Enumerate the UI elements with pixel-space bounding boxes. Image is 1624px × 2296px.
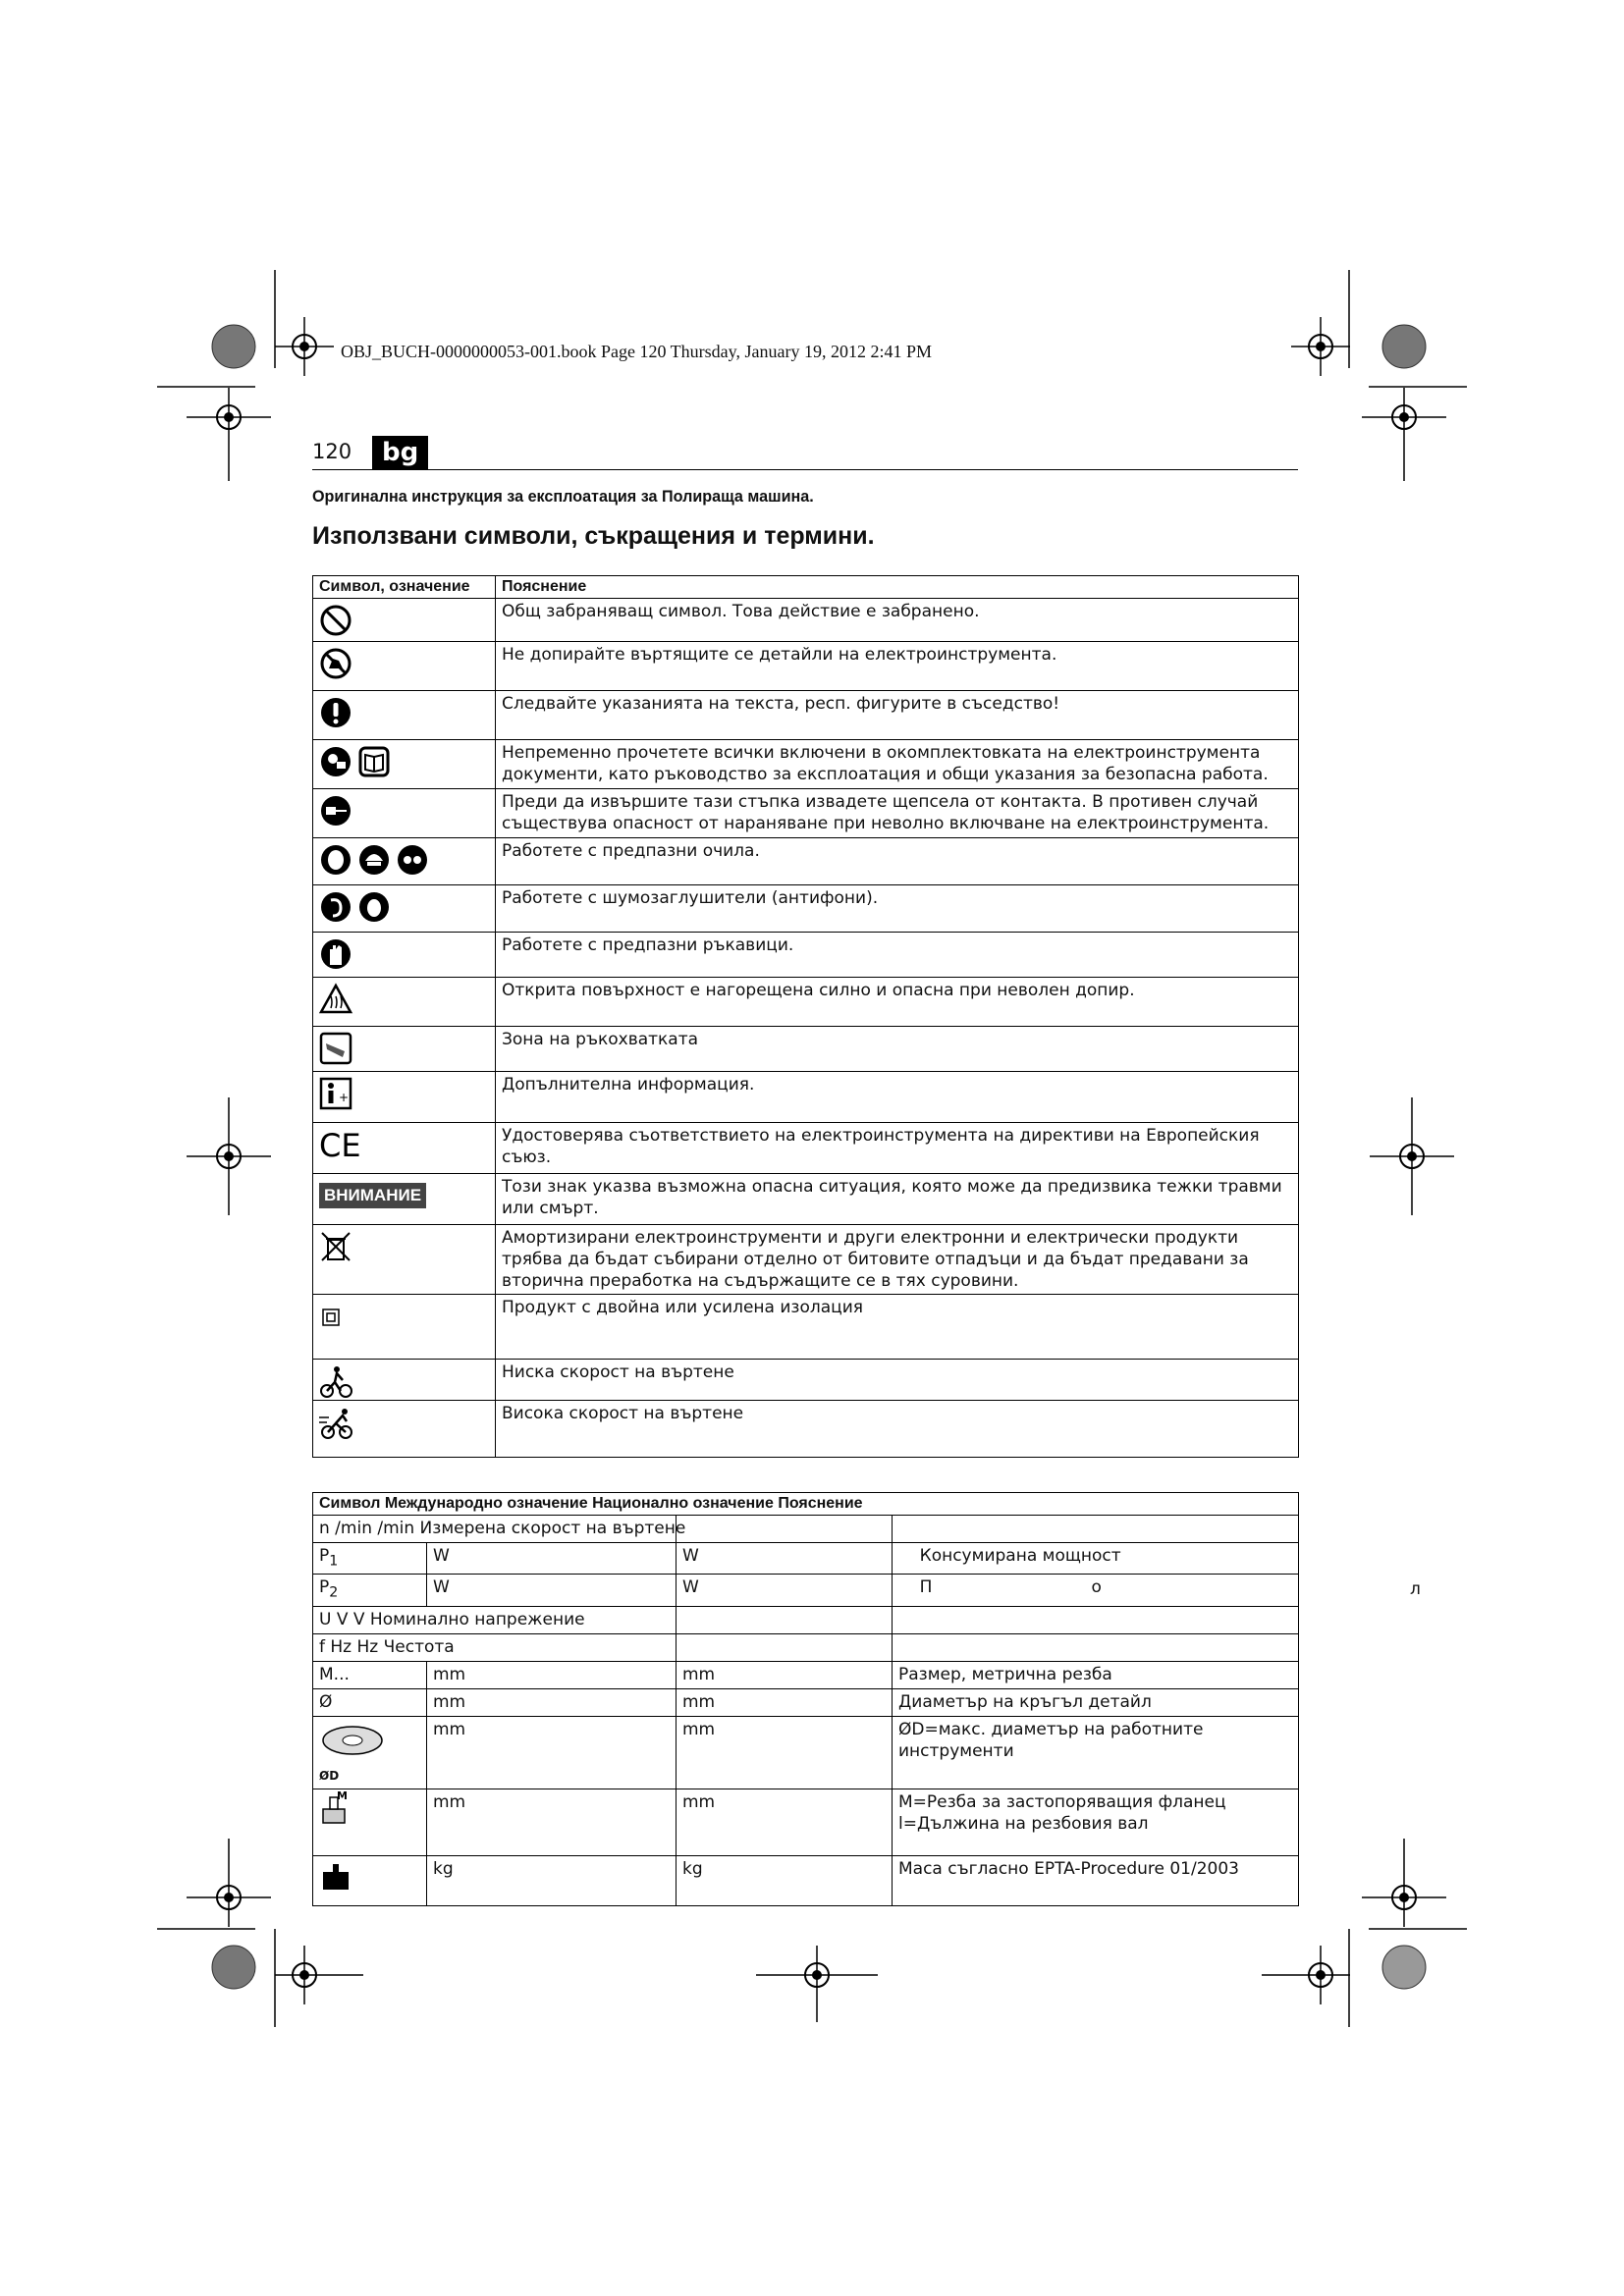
units-table: [312, 1492, 1299, 1906]
spindle-thread-icon: [319, 1791, 358, 1831]
grip-area-icon: [319, 1032, 352, 1065]
svg-text:+: +: [339, 1091, 350, 1104]
prohibition-icon: [319, 604, 352, 637]
national-cell: [677, 1606, 893, 1633]
exclamation-icon: [319, 696, 352, 729]
national-cell: W: [677, 1543, 893, 1575]
weight-icon: [319, 1858, 358, 1897]
manual-book-icon: [357, 745, 391, 778]
table-row: [313, 1716, 1299, 1789]
explanation-cell: П о: [893, 1575, 1299, 1606]
ear-muffs-icon: [357, 890, 391, 924]
table-row: [313, 1174, 1299, 1225]
symbol-cell: [313, 1360, 496, 1401]
disc-diameter-label: ØD: [319, 1768, 340, 1783]
symbol-text: P: [319, 1577, 330, 1598]
symbol-cell: [313, 933, 496, 978]
symbols-table: [312, 575, 1299, 1458]
svg-text:CE: CE: [319, 1127, 361, 1164]
explanation-cell: [893, 1516, 1299, 1543]
symbol-cell: [313, 789, 496, 838]
explanation-cell: Работете с предпазни ръкавици.: [496, 933, 1299, 978]
table-row: [313, 1633, 1299, 1661]
warning-badge: ВНИМАНИЕ: [319, 1183, 426, 1208]
explanation-cell: Общ забраняващ символ. Това действие е забранено.: [496, 599, 1299, 642]
symbol-text: Ø: [319, 1691, 333, 1712]
helmet-icon: [357, 843, 391, 877]
explanation-cell: Зона на ръкохватката: [496, 1027, 1299, 1072]
hot-surface-icon: [319, 983, 352, 1016]
international-cell: mm: [427, 1661, 677, 1688]
symbol-cell: n /min /min Измерена скорост на въртене: [313, 1516, 677, 1543]
explanation-cell: Маса съгласно EPTA-Procedure 01/2003: [893, 1855, 1299, 1905]
explanation-cell: Преди да извършите тази стъпка извадете щепсела от контакта. В противен случай съществува опасност от нараняване при неволно включване на електроинструмента.: [496, 789, 1299, 838]
col-header-explanation: Пояснение: [496, 576, 1299, 599]
symbol-text: P: [319, 1546, 330, 1566]
table-row: [313, 1225, 1299, 1295]
national-cell: mm: [677, 1688, 893, 1716]
table-row: [313, 1543, 1299, 1575]
symbol-cell: [313, 1072, 496, 1123]
double-insulation-icon: [319, 1300, 352, 1333]
explanation-cell: [893, 1633, 1299, 1661]
table-row: [313, 885, 1299, 933]
international-cell: W: [427, 1543, 677, 1575]
page-number: 120: [312, 440, 352, 463]
table-row: [313, 1072, 1299, 1123]
symbol-cell: [313, 1295, 496, 1360]
table-row: [313, 1688, 1299, 1716]
col-header-symbol: Символ, означение: [313, 576, 496, 599]
table-row: [313, 642, 1299, 691]
svg-text:M: M: [337, 1789, 348, 1802]
do-not-touch-rotating-parts-icon: [319, 647, 352, 680]
ce-mark-icon: [319, 1127, 361, 1164]
symbol-cell: [313, 691, 496, 740]
national-cell: mm: [677, 1716, 893, 1789]
explanation-cell: Амортизирани електроинструменти и други електронни и електрически продукти трябва да бъдат събирани отделно от битовите отпадъци и да бъдат предавани за вторична преработка на съдържащите се в тях суровини.: [496, 1225, 1299, 1295]
international-cell: W: [427, 1575, 677, 1606]
symbol-cell: [313, 885, 496, 933]
crossed-bin-icon: [319, 1230, 352, 1263]
symbol-cell: [313, 838, 496, 885]
explanation-cell: Открита повърхност е нагорещена силно и опасна при неволен допир.: [496, 978, 1299, 1027]
international-cell: kg: [427, 1855, 677, 1905]
national-cell: mm: [677, 1661, 893, 1688]
national-cell: [677, 1516, 893, 1543]
table-row: [313, 740, 1299, 789]
table-row: [313, 1606, 1299, 1633]
table-row: [313, 691, 1299, 740]
table-row: [313, 1123, 1299, 1174]
table-row: [313, 1401, 1299, 1458]
slow-cyclist-icon: [319, 1364, 352, 1398]
table-row: [313, 1661, 1299, 1688]
symbol-cell: [313, 1789, 427, 1855]
explanation-cell: Работете с предпазни очила.: [496, 838, 1299, 885]
units-table-header: Символ Международно означение Национално означение Пояснение: [313, 1493, 1299, 1516]
table-row: [313, 1295, 1299, 1360]
explanation-cell: Ниска скорост на въртене: [496, 1360, 1299, 1401]
national-cell: kg: [677, 1855, 893, 1905]
symbol-cell: [313, 599, 496, 642]
explanation-cell: Не допирайте въртящите се детайли на електроинструмента.: [496, 642, 1299, 691]
symbol-subscript: 1: [329, 1553, 339, 1570]
stray-letter: л: [1410, 1579, 1421, 1599]
international-cell: mm: [427, 1688, 677, 1716]
read-instructions-icon: [319, 745, 352, 778]
symbol-subscript: 2: [329, 1584, 339, 1601]
fast-cyclist-icon: [319, 1406, 352, 1439]
explanation-cell: Този знак указва възможна опасна ситуация, която може да предизвика тежки травми или смърт.: [496, 1174, 1299, 1225]
explanation-cell: Диаметър на кръгъл детайл: [893, 1688, 1299, 1716]
explanation-cell: Допълнителна информация.: [496, 1072, 1299, 1123]
symbol-cell: [313, 1716, 427, 1789]
symbol-cell: [313, 1855, 427, 1905]
symbol-cell: [313, 1575, 427, 1606]
explanation-cell: Следвайте указанията на текста, респ. фигурите в съседство!: [496, 691, 1299, 740]
header-rule: [312, 469, 1298, 470]
explanation-cell: Размер, метрична резба: [893, 1661, 1299, 1688]
symbol-cell: [313, 978, 496, 1027]
symbol-cell: [313, 1225, 496, 1295]
table-row: [313, 1855, 1299, 1905]
explanation-cell: M=Резба за застопоряващия фланец l=Дължина на резбовия вал: [893, 1789, 1299, 1855]
table-row: [313, 789, 1299, 838]
disc-diameter-icon: [319, 1719, 417, 1758]
international-cell: mm: [427, 1716, 677, 1789]
explanation-cell: ØD=макс. диаметър на работните инструменти: [893, 1716, 1299, 1789]
explanation-cell: Работете с шумозаглушители (антифони).: [496, 885, 1299, 933]
national-cell: W: [677, 1575, 893, 1606]
symbol-cell: [313, 740, 496, 789]
explanation-cell: Продукт с двойна или усилена изолация: [496, 1295, 1299, 1360]
unplug-icon: [319, 794, 352, 828]
symbol-cell: [313, 642, 496, 691]
national-cell: mm: [677, 1789, 893, 1855]
table-row: [313, 1516, 1299, 1543]
symbol-cell: [313, 1174, 496, 1225]
explanation-cell: Консумирана мощност: [893, 1543, 1299, 1575]
symbol-text: M...: [319, 1664, 350, 1684]
explanation-cell: Удостоверява съответствието на електроинструмента на директиви на Европейския съюз.: [496, 1123, 1299, 1174]
international-cell: mm: [427, 1789, 677, 1855]
table-row: [313, 1360, 1299, 1401]
document-subtitle: Оригинална инструкция за експлоатация за Полираща машина.: [312, 487, 814, 506]
symbol-cell: U V V Номинално напрежение: [313, 1606, 677, 1633]
table-row: [313, 933, 1299, 978]
face-shield-icon: [319, 843, 352, 877]
book-label: OBJ_BUCH-0000000053-001.book Page 120 Thursday, January 19, 2012 2:41 PM: [341, 342, 932, 361]
table-row: [313, 978, 1299, 1027]
national-cell: [677, 1633, 893, 1661]
table-row: [313, 1575, 1299, 1606]
table-row: [313, 1789, 1299, 1855]
table-row: [313, 1027, 1299, 1072]
symbol-cell: [313, 1123, 496, 1174]
explanation-cell: [893, 1606, 1299, 1633]
symbol-cell: f Hz Hz Честота: [313, 1633, 677, 1661]
explanation-cell: Висока скорост на въртене: [496, 1401, 1299, 1458]
symbol-cell: [313, 1543, 427, 1575]
symbol-cell: [313, 1401, 496, 1458]
table-row: [313, 599, 1299, 642]
symbol-cell: [313, 1661, 427, 1688]
table-row: [313, 838, 1299, 885]
ear-protection-icon: [319, 890, 352, 924]
language-badge: bg: [372, 436, 428, 469]
explanation-cell: Непременно прочетете всички включени в окомплектовката на електроинструмента документи, като ръководство за експлоатация и общи указания за безопасна работа.: [496, 740, 1299, 789]
symbol-cell: [313, 1027, 496, 1072]
gloves-icon: [319, 937, 352, 971]
safety-glasses-icon: [396, 843, 429, 877]
info-icon: [319, 1077, 352, 1110]
symbol-cell: [313, 1688, 427, 1716]
section-title: Използвани символи, съкращения и термини.: [312, 522, 875, 550]
